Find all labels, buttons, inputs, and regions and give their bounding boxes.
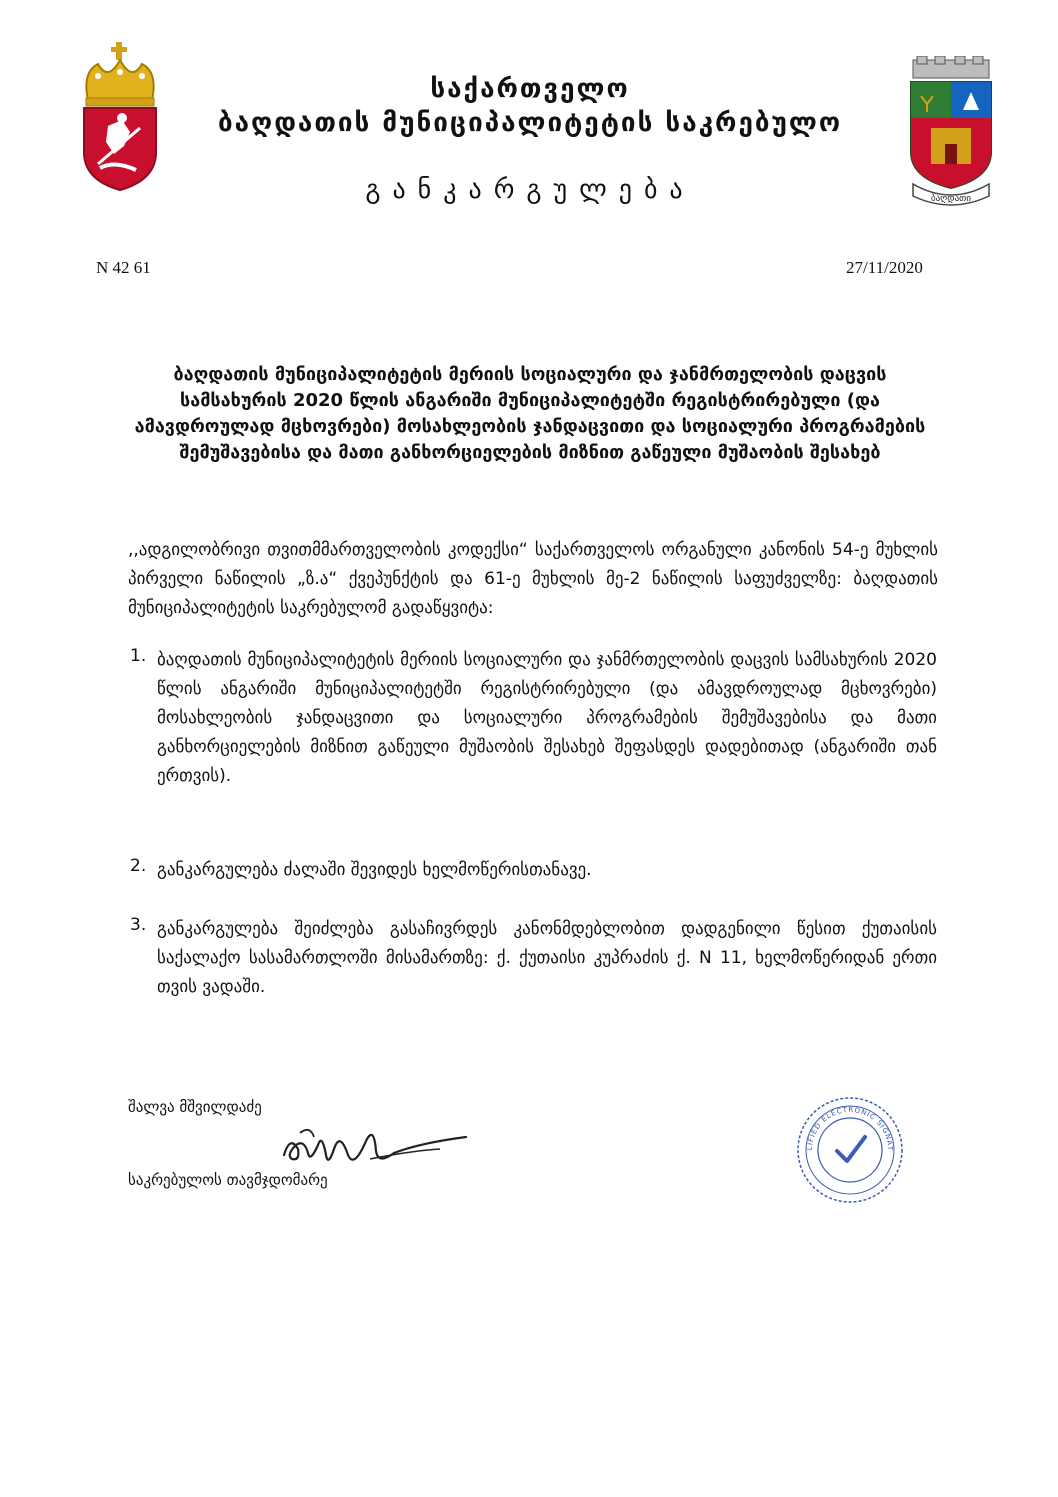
item-3-number: 3. [130,915,147,935]
georgia-coat-of-arms-icon [78,42,162,196]
stamp-label: LIFIED ELECTRONIC SIGNAT [805,1105,895,1152]
item-3-text: განკარგულება შეიძლება გასაჩივრდეს კანონმდებლობით დადგენილი წესით ქუთაისის საქალაქო სასამართლოში მისამართზე: ქ. ქუთაისი კუპრაძის ქ. N 11, ხელმოწერიდან ერთი თვის ვადაში. [157,919,937,997]
document-type-title: განკარგულება [365,175,695,205]
item-2-number: 2. [130,856,147,876]
signer-title: საკრებულოს თავმჯდომარე [128,1171,328,1189]
document-number: N 42 61 [96,258,151,277]
country-title: საქართველო [430,74,630,104]
document-date: 27/11/2020 [846,258,923,277]
item-1-text: ბაღდათის მუნიციპალიტეტის მერიის სოციალური და ჯანმრთელობის დაცვის სამსახურის 2020 წლის ანგარიში მუნიციპალიტეტში რეგისტრირებული (და ამავდროულად მცხოვრები) მოსახლეობის ჯანდაცვითი და სოციალური პროგრამების შემუშავებისა და მათი განხორციელების მიზნით გაწეული მუშაობის შესახებ შეფასდეს დადებითად (ანგარიში თან ერთვის). [157,650,937,786]
handwritten-signature-icon [270,1115,480,1179]
document-subject: ბაღდათის მუნიციპალიტეტის მერიის სოციალური და ჯანმრთელობის დაცვის სამსახურის 2020 წლის ანგარიში მუნიციპალიტეტში რეგისტრირებული (და ამავდროულად მცხოვრები) მოსახლეობის ჯანდაცვითი და სოციალური პროგრამების შემუშავებისა და მათი განხორციელების მიზნით გაწეული მუშაობის შესახებ [134,364,926,463]
signer-name: შალვა მშვილდაძე [128,1098,262,1116]
svg-text:QUALIFIED ELECTRONIC SIGNATURE [795,1095,894,1151]
qualified-electronic-signature-stamp-icon [795,1095,905,1209]
item-1-number: 1. [130,646,147,666]
council-title: ბაღდათის მუნიციპალიტეტის საკრებულო [218,108,842,138]
emblem-label: ბაღდათი [930,194,972,204]
baghdati-emblem-icon [905,56,997,216]
item-2-text: განკარგულება ძალაში შევიდეს ხელმოწერისთანავე. [157,860,592,880]
preamble-paragraph: ,,ადგილობრივი თვითმმართველობის კოდექსი“ საქართველოს ორგანული კანონის 54-ე მუხლის პირველი ნაწილის „ზ.ა“ ქვეპუნქტის და 61-ე მუხლის მე-2 ნაწილის საფუძველზე: ბაღდათის მუნიციპალიტეტის საკრებულომ გადაწყვიტა: [128,540,938,618]
